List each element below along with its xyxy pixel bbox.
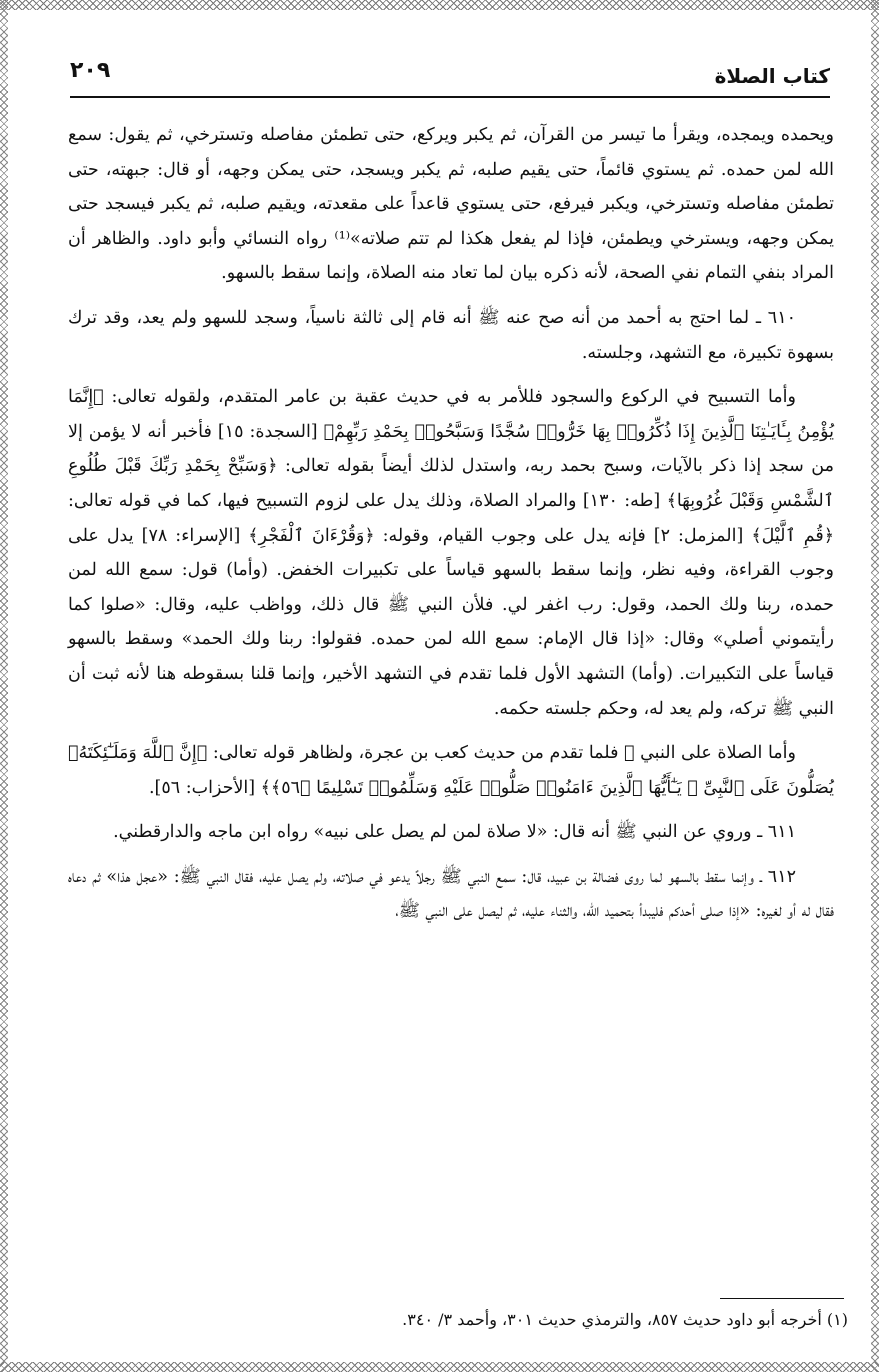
page-header [70, 56, 830, 98]
footnote: (١) أخرجه أبو داود حديث ٨٥٧، والترمذي حديث ٣٠١، وأحمد ٣/ ٣٤٠. [402, 1310, 848, 1329]
decorative-border-right [871, 0, 879, 1372]
footnote-separator [720, 1298, 844, 1299]
decorative-border-top [0, 0, 879, 10]
paragraph-hadith-612: ٦١٢ ـ وإنما سقط بالسهو لما روى فضالة بن عبيد، قال: سمع النبي ﷺ رجلاً يدعو في صلاته، ولم يصل عليه، فقال النبي ﷺ: «عجل هذا» ثم دعاه فقال له أو لغيره: «إذا صلى أحدكم فليبدأ بتحميد الله، والثناء عليه، ثم ليصل على النبي ﷺ، [68, 866, 834, 922]
paragraph-hadith-611: ٦١١ ـ وروي عن النبي ﷺ أنه قال: «لا صلاة لمن لم يصل على نبيه» رواه ابن ماجه والدارقطني. [113, 822, 796, 843]
body-text [68, 118, 834, 929]
paragraph-continuation: ويحمده ويمجده، ويقرأ ما تيسر من القرآن، ثم يكبر ويركع، حتى تطمئن مفاصله وتسترخي، ثم يقول: سمع الله لمن حمده. ثم يستوي قائماً، حتى يقيم صلبه، ثم يكبر ويسجد، حتى يمكن وجهه، أو قال: جبهته، حتى تطمئن مفاصله وتسترخي، ويكبر فيرفع، حتى يستوي قاعداً على مقعدته، ويقيم صلبه، ثم يكبر فيسجد حتى يمكن وجهه، ويسترخي ويطمئن، فإذا لم يفعل هكذا لم تتم صلاته»⁽¹⁾ رواه النسائي وأبو داود. والظاهر أن المراد بنفي التمام نفي الصحة، لأنه ذكره بيان لما تعاد منه الصلاة، وإنما سقط بالسهو. [68, 125, 834, 284]
decorative-border-left [0, 0, 8, 1372]
page-number: ٢٠٩ [70, 58, 111, 83]
paragraph-hadith-610: ٦١٠ ـ لما احتج به أحمد من أنه صح عنه ﷺ أنه قام إلى ثالثة ناسياً، وسجد للسهو ولم يعد، وقد ترك بسهوة تكبيرة، مع التشهد، وجلسته. [68, 307, 834, 363]
paragraph-tasbih: وأما التسبيح في الركوع والسجود فللأمر به في حديث عقبة بن عامر المتقدم، ولقوله تعالى: ﴿إِنَّمَا يُؤْمِنُ بِـَٔايَـٰتِنَا ٱلَّذِينَ إِذَا ذُكِّرُوا۟ بِهَا خَرُّوا۟ سُجَّدًا وَسَبَّحُوا۟ بِحَمْدِ رَبِّهِمْ﴾ [السجدة: ١٥] فأخبر أنه لا يؤمن إلا من سجد إذا ذكر بالآيات، وسبح بحمد ربه، واستدل لذلك أيضاً بقوله تعالى: ﴿وَسَبِّحْ بِحَمْدِ رَبِّكَ قَبْلَ طُلُوعِ ٱلشَّمْسِ وَقَبْلَ غُرُوبِهَا﴾ [طه: ١٣٠] والمراد الصلاة، وذلك يدل على لزوم التسبيح فيها، كما في قوله تعالى: ﴿قُمِ ٱلَّيْلَ﴾ [المزمل: ٢] فإنه يدل على وجوب القيام، وقوله: ﴿وَقُرْءَانَ ٱلْفَجْرِ﴾ [الإسراء: ٧٨] يدل على وجوب القراءة، وفيه نظر، وإنما سقط بالسهو قياساً على تكبيرات الخفض. (وأما) قول: سمع الله لمن حمده، ربنا ولك الحمد، وقول: رب اغفر لي. فلأن النبي ﷺ قال ذلك، وواظب عليه، وقال: «صلوا كما رأيتموني أصلي» وقال: «إذا قال الإمام: سمع الله لمن حمده. فقولوا: ربنا ولك الحمد» وسقط بالسهو قياساً على التكبيرات. (وأما) التشهد الأول فلما تقدم في التشهد الأخير، وإنما قلنا بسقوطه هنا لأنه ثبت أن النبي ﷺ تركه، ولم يعد له، وحكم جلسته حكمه. [68, 387, 835, 719]
decorative-border-bottom [0, 1362, 879, 1372]
paragraph-salat-alnabi: وأما الصلاة على النبي ﷺ فلما تقدم من حديث كعب بن عجرة، ولظاهر قوله تعالى: ﴿إِنَّ ٱللَّهَ وَمَلَـٰٓئِكَتَهُۥ يُصَلُّونَ عَلَى ٱلنَّبِىِّ ۚ يَـٰٓأَيُّهَا ٱلَّذِينَ ءَامَنُوا۟ صَلُّوا۟ عَلَيْهِ وَسَلِّمُوا۟ تَسْلِيمًا ﴿٥٦﴾﴾ [الأحزاب: ٥٦]. [68, 743, 834, 798]
running-title: كتاب الصلاة [714, 64, 830, 88]
